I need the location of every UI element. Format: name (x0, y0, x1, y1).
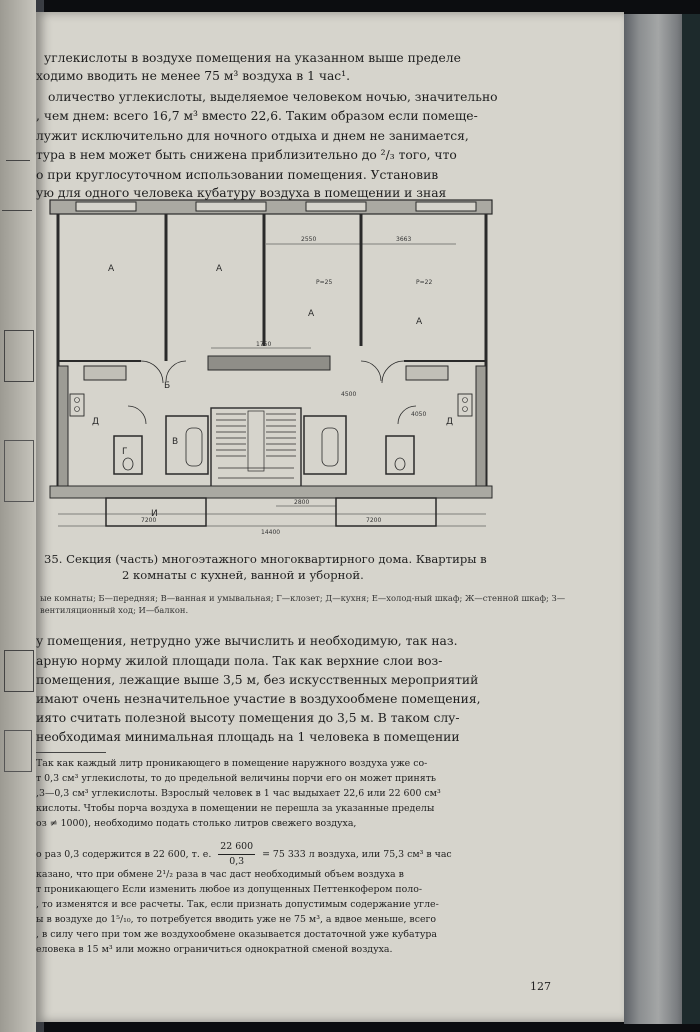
footnote-line: т проникающего Если изменить любое из допущенных Петтенкофером поло- (36, 884, 423, 895)
page-number: 127 (530, 980, 551, 993)
text-line: арную норму жилой площади пола. Так как верхние слои воз- (36, 654, 443, 668)
previous-page-edge (0, 0, 36, 1032)
area-label: Р=25 (316, 279, 333, 286)
text-line: ую для одного человека кубатуру воздуха в помещении и зная (36, 186, 447, 200)
bathtub (186, 428, 202, 466)
dimension-label: 1750 (256, 341, 272, 348)
floor-plan-figure (36, 196, 596, 536)
text-line: , чем днем: всего 16,7 м³ вместо 22,6. Таким образом если помеще- (36, 109, 478, 123)
text-line: ходимо вводить не менее 75 м³ воздуха в 1 час¹. (36, 69, 351, 83)
dimension-label: 4050 (411, 411, 427, 418)
book-cover-right (624, 14, 700, 1024)
footnote-line: , в силу чего при том же воздухообмене оказывается достаточной уже кубатура (36, 929, 437, 940)
dimension-label: 2800 (294, 499, 310, 506)
room-label: Д (92, 417, 100, 427)
dimension-label: 2550 (301, 236, 317, 243)
room-label: Г (122, 447, 128, 457)
formula-fraction (218, 840, 255, 869)
door-arc (141, 361, 163, 383)
formula-numerator: 22 600 (218, 840, 255, 855)
footnote-line: ы в воздухе до 1⁵/₁₀, то потребуется вводить уже не 75 м³, а вдвое меньше, всего (36, 914, 437, 925)
footnote-line: казано, что при обмене 2¹/₂ раза в час даст необходимый объем воздуха в (36, 869, 404, 880)
room-label: Д (446, 417, 454, 427)
cover-edge (682, 14, 700, 1024)
outer-wall-bottom (50, 486, 492, 498)
door-arc (382, 361, 404, 383)
window (306, 202, 366, 211)
formula-denominator: 0,3 (229, 856, 245, 867)
text-line: лужит исключительно для ночного отдыха и днем не занимается, (36, 129, 469, 143)
formula-result: = 75 333 л воздуха, или 75,3 см³ в час (262, 849, 452, 860)
door-arc (361, 361, 381, 381)
kitchen-cabinet-right (406, 366, 448, 380)
door-arc (128, 406, 146, 424)
stair-treads (216, 411, 296, 488)
figure-caption-line: 2 комнаты с кухней, ванной и уборной. (122, 568, 364, 582)
bathtub (322, 428, 338, 466)
room-label: А (308, 309, 315, 319)
footnote-line: т 0,3 см³ углекислоты, то до предельной величины порчи его он может принять (36, 773, 437, 784)
room-label: Б (164, 381, 171, 391)
text-line: о при круглосуточном использовании помещения. Установив (36, 168, 439, 182)
room-label: В (172, 437, 179, 447)
window (76, 202, 136, 211)
text-line: иято считать полезной высоту помещения до 3,5 м. В таком слу- (36, 711, 460, 725)
dimension-label: 7200 (141, 517, 157, 524)
room-label: А (216, 264, 223, 274)
text-line: необходимая минимальная площадь на 1 человека в помещении (36, 730, 460, 744)
footnote-line (36, 840, 452, 869)
room-label: И (151, 509, 158, 519)
balcony (336, 498, 436, 526)
toilet-right (386, 436, 414, 474)
kitchen-wall-left (58, 366, 68, 496)
figure-legend: ые комнаты; Б—передняя; В—ванная и умывальная; Г—клозет; Д—кухня; Е—холод-ный шкаф; Ж—стенной шкаф; З—вентиляционный ход; И—балкон. (40, 593, 566, 615)
text-line: помещения, лежащие выше 3,5 м, без искусственных мероприятий (36, 673, 479, 687)
door-arc (166, 361, 186, 381)
footnote-rule (36, 752, 106, 753)
room-label: А (416, 317, 423, 327)
dimension-label: 3663 (396, 236, 412, 243)
footnote-line: ,3—0,3 см³ углекислоты. Взрослый человек в 1 час выдыхает 22,6 или 22 600 см³ (36, 788, 441, 799)
footnote-line: кислоты. Чтобы порча воздуха в помещении не перешла за указанные пределы (36, 803, 435, 814)
dimension-label: 7200 (366, 517, 382, 524)
text-line: имают очень незначительное участие в воздухообмене помещения, (36, 692, 481, 706)
figure-caption-line: 35. Секция (часть) многоэтажного многоквартирного дома. Квартиры в (44, 552, 487, 566)
room-label: А (108, 264, 115, 274)
text-line: у помещения, нетрудно уже вычислить и необходимую, так наз. (36, 634, 458, 648)
footnote-line: оз ≠ 1000), необходимо подать столько литров свежего воздуха, (36, 818, 357, 829)
footnote-line: Так как каждый литр проникающего в помещение наружного воздуха уже со- (36, 758, 428, 769)
text-line: тура в нем может быть снижена приблизительно до ²/₃ того, что (36, 148, 457, 162)
toilet-left (114, 436, 142, 474)
area-label: Р=22 (416, 279, 433, 286)
dimension-label: 14400 (261, 529, 281, 536)
text-line: углекислоты в воздухе помещения на указанном выше пределе (44, 51, 461, 65)
footnote-line: еловека в 15 м³ или можно ограничиться однократной сменой воздуха. (36, 944, 393, 955)
formula-prefix: о раз 0,3 содержится в 22 600, т. е. (36, 849, 215, 860)
book-page (36, 12, 624, 1022)
window (416, 202, 476, 211)
window (196, 202, 266, 211)
ventilation-block (208, 356, 330, 370)
kitchen-cabinet-left (84, 366, 126, 380)
text-line: оличество углекислоты, выделяемое человеком ночью, значительно (48, 90, 498, 104)
kitchen-wall-right (476, 366, 486, 496)
dimension-label: 4500 (341, 391, 357, 398)
footnote-line: , то изменятся и все расчеты. Так, если признать допустимым содержание угле- (36, 899, 439, 910)
dimension-lines (58, 244, 486, 526)
